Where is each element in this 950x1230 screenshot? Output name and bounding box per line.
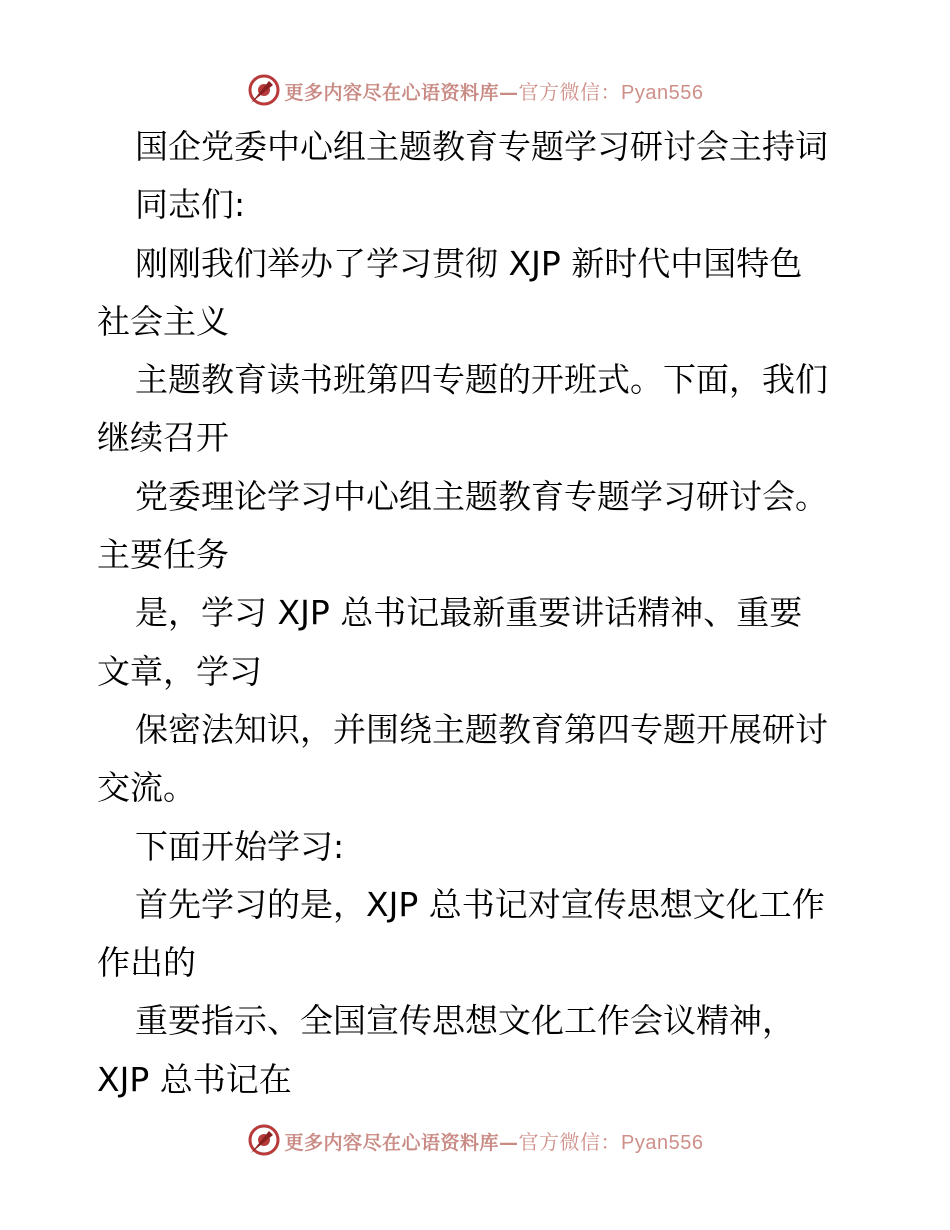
- header-banner: [0, 72, 950, 108]
- pen-logo-icon: [247, 1123, 281, 1157]
- paragraph-line: 下面开始学习:: [135, 826, 345, 866]
- footer-banner-main: 更多内容尽在心语资料库—: [284, 1131, 519, 1154]
- document-title: 国企党委中心组主题教育专题学习研讨会主持词: [135, 127, 828, 166]
- footer-banner-text: [285, 1126, 704, 1155]
- paragraph-line: 保密法知识，并围绕主题教育第四专题开展研讨: [135, 709, 828, 749]
- paragraph-line: 主题教育读书班第四专题的开班式。下面，我们: [135, 360, 828, 400]
- paragraph-line: 同志们:: [135, 185, 246, 225]
- paragraph-line: 首先学习的是，XJP 总书记对宣传思想文化工作: [135, 884, 825, 924]
- paragraph-line: 文章，学习: [97, 651, 262, 691]
- paragraph-line: 主要任务: [97, 535, 229, 575]
- paragraph-line: 作出的: [97, 943, 196, 983]
- document-body: [97, 118, 857, 1109]
- paragraph-line: 交流。: [97, 768, 196, 808]
- paragraph-line: XJP 总书记在: [97, 1059, 292, 1099]
- paragraph-line: 刚刚我们举办了学习贯彻 XJP 新时代中国特色: [135, 243, 803, 283]
- header-banner-main: 更多内容尽在心语资料库—: [284, 81, 519, 104]
- paragraph-line: 社会主义: [97, 301, 229, 341]
- paragraph-line: 继续召开: [97, 418, 229, 458]
- pen-logo-icon: [247, 73, 281, 107]
- paragraph-line: 党委理论学习中心组主题教育专题学习研讨会。: [135, 476, 828, 516]
- paragraph-line: 是，学习 XJP 总书记最新重要讲话精神、重要: [135, 593, 803, 633]
- header-banner-text: [285, 76, 704, 105]
- header-banner-wechat: 官方微信：Pyan556: [518, 81, 704, 104]
- footer-banner-wechat: 官方微信：Pyan556: [518, 1131, 704, 1154]
- footer-banner: [0, 1122, 950, 1158]
- paragraph-line: 重要指示、全国宣传思想文化工作会议精神，: [135, 1001, 795, 1041]
